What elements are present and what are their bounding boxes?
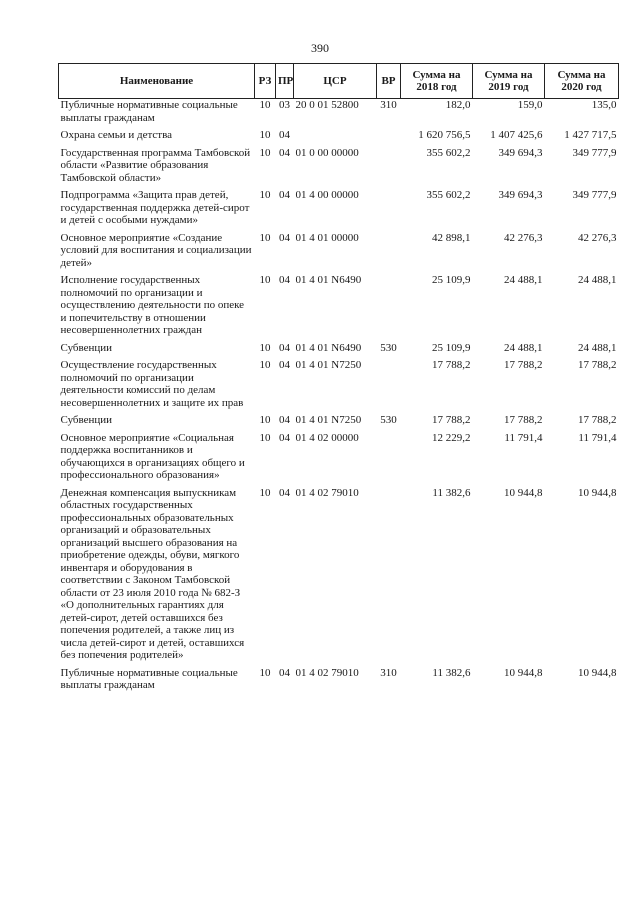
cell-rz: 10 (259, 341, 271, 354)
header-sum-2018: Сумма на 2018 год (401, 64, 473, 99)
cell-sum-2018: 11 382,6 (432, 666, 471, 679)
table-row (59, 432, 619, 487)
cell-sum-2019: 349 694,3 (498, 189, 543, 201)
cell-sum-2019: 10 944,8 (504, 666, 543, 679)
cell-sum-2018: 17 788,2 (432, 414, 471, 426)
cell-rz: 10 (259, 129, 271, 141)
cell-sum-2019: 10 944,8 (504, 486, 543, 499)
cell-sum-2018: 17 788,2 (432, 359, 471, 371)
cell-vr: 310 (380, 99, 397, 111)
cell-csr: 01 0 00 00000 (295, 146, 359, 159)
cell-sum-2019: 24 488,1 (504, 274, 543, 286)
cell-sum-2018: 25 109,9 (432, 341, 471, 354)
cell-sum-2020: 17 788,2 (578, 359, 617, 371)
cell-rz: 10 (259, 431, 271, 444)
cell-name: Охрана семьи и детства (60, 129, 173, 141)
cell-sum-2020: 10 944,8 (578, 666, 617, 679)
cell-sum-2020: 1 427 717,5 (564, 129, 617, 141)
budget-table (58, 63, 619, 697)
cell-name: Основное мероприятие «Создание условий для воспитания и социализации детей» (60, 231, 252, 269)
budget-table-container (58, 63, 618, 697)
cell-pr: 04 (279, 486, 290, 499)
cell-csr: 01 4 02 79010 (295, 666, 359, 679)
cell-pr: 04 (279, 414, 290, 426)
cell-csr: 01 4 02 79010 (295, 486, 359, 499)
cell-csr: 01 4 01 N6490 (295, 341, 362, 354)
header-pr: ПР (276, 64, 294, 99)
cell-sum-2020: 42 276,3 (578, 231, 617, 244)
table-row (59, 99, 619, 130)
cell-vr (377, 129, 401, 147)
cell-sum-2019: 1 407 425,6 (490, 129, 543, 141)
cell-rz: 10 (259, 231, 271, 244)
cell-name: Осуществление государственных полномочий по организации деятельности комиссий по делам несовершеннолетних и защите их прав (60, 359, 244, 409)
cell-rz: 10 (259, 274, 271, 286)
cell-pr: 04 (279, 189, 290, 201)
cell-vr (377, 189, 401, 232)
cell-sum-2018: 355 602,2 (426, 146, 471, 159)
cell-pr: 04 (279, 146, 290, 159)
cell-sum-2019: 17 788,2 (504, 359, 543, 371)
cell-pr: 04 (279, 129, 290, 141)
cell-sum-2018: 42 898,1 (432, 231, 471, 244)
cell-csr: 01 4 01 N6490 (295, 274, 362, 286)
header-name: Наименование (59, 64, 255, 99)
table-row (59, 147, 619, 190)
cell-vr: 530 (380, 414, 397, 426)
table-row (59, 129, 619, 147)
cell-sum-2018: 12 229,2 (432, 431, 471, 444)
cell-vr (377, 274, 401, 342)
header-sum-2020: Сумма на 2020 год (545, 64, 619, 99)
table-row (59, 359, 619, 414)
cell-vr (377, 487, 401, 667)
cell-sum-2018: 1 620 756,5 (418, 129, 471, 141)
cell-sum-2019: 17 788,2 (504, 414, 543, 426)
cell-csr: 20 0 01 52800 (295, 99, 359, 111)
cell-vr (377, 359, 401, 414)
cell-pr: 04 (279, 231, 290, 244)
cell-sum-2020: 10 944,8 (578, 486, 617, 499)
header-sum-2019: Сумма на 2019 год (473, 64, 545, 99)
cell-name: Исполнение государственных полномочий по организации и осуществлению деятельности по опеке и попечительству в отношении несовершеннолетних граждан (60, 274, 245, 336)
cell-rz: 10 (259, 146, 271, 159)
cell-sum-2019: 159,0 (517, 99, 543, 111)
table-row (59, 232, 619, 275)
table-header-row (59, 64, 619, 99)
cell-name: Публичные нормативные социальные выплаты гражданам (60, 666, 238, 691)
cell-rz: 10 (259, 414, 271, 426)
header-rz: РЗ (255, 64, 276, 99)
page-number: 390 (311, 41, 329, 55)
table-row (59, 274, 619, 342)
table-row (59, 189, 619, 232)
cell-pr: 04 (279, 359, 290, 371)
cell-rz: 10 (259, 189, 271, 201)
table-row (59, 667, 619, 697)
table-row (59, 414, 619, 432)
cell-pr: 03 (279, 99, 290, 111)
cell-rz: 10 (259, 666, 271, 679)
cell-vr (377, 432, 401, 487)
cell-name: Публичные нормативные социальные выплаты гражданам (60, 99, 238, 124)
cell-pr: 04 (279, 431, 290, 444)
header-csr: ЦСР (294, 64, 377, 99)
table-row (59, 342, 619, 360)
header-vr: ВР (377, 64, 401, 99)
cell-sum-2019: 24 488,1 (504, 341, 543, 354)
cell-sum-2020: 17 788,2 (578, 414, 617, 426)
cell-sum-2020: 24 488,1 (578, 341, 617, 354)
cell-sum-2019: 349 694,3 (498, 146, 543, 159)
cell-name: Субвенции (60, 341, 113, 354)
cell-pr: 04 (279, 666, 290, 679)
cell-sum-2019: 11 791,4 (504, 431, 543, 444)
cell-rz: 10 (259, 359, 271, 371)
cell-name: Денежная компенсация выпускникам областных государственных профессиональных образовательных организаций и образовательных организаций высшего образования на приобретение одежды, обуви, мягкого инвентаря и оборудования в соответствии с Законом Тамбовской области от 23 июля 2010 года № 682-З «О дополнительных гарантиях для детей-сирот, детей оставшихся без попечения родителей, а также лиц из числа детей-сирот и детей, оставшихся без попечения родителей» (60, 486, 245, 661)
cell-name: Субвенции (60, 414, 113, 426)
cell-sum-2020: 135,0 (591, 99, 617, 111)
cell-sum-2018: 11 382,6 (432, 486, 471, 499)
cell-vr: 530 (380, 341, 397, 354)
cell-vr (377, 232, 401, 275)
cell-name: Подпрограмма «Защита прав детей, государственная поддержка детей-сирот и детей с особыми нуждами» (60, 189, 250, 226)
cell-csr: 01 4 01 N7250 (295, 414, 362, 426)
cell-csr: 01 4 01 N7250 (295, 359, 362, 371)
cell-sum-2018: 25 109,9 (432, 274, 471, 286)
cell-vr (377, 147, 401, 190)
cell-csr: 01 4 01 00000 (295, 231, 359, 244)
cell-csr: 01 4 00 00000 (295, 189, 359, 201)
cell-name: Основное мероприятие «Социальная поддержка воспитанников и обучающихся в организациях общего и профессионального образования» (60, 431, 245, 481)
cell-sum-2020: 24 488,1 (578, 274, 617, 286)
cell-pr: 04 (279, 274, 290, 286)
cell-vr: 310 (380, 666, 397, 679)
cell-name: Государственная программа Тамбовской области «Развитие образования Тамбовской области» (60, 146, 251, 184)
cell-pr: 04 (279, 341, 290, 354)
table-row (59, 487, 619, 667)
cell-rz: 10 (259, 99, 271, 111)
cell-csr (294, 129, 377, 147)
table-body (59, 99, 619, 697)
cell-sum-2019: 42 276,3 (504, 231, 543, 244)
cell-rz: 10 (259, 486, 271, 499)
cell-csr: 01 4 02 00000 (295, 431, 359, 444)
cell-sum-2020: 349 777,9 (572, 189, 617, 201)
cell-sum-2020: 349 777,9 (572, 146, 617, 159)
cell-sum-2018: 182,0 (445, 99, 471, 111)
cell-sum-2018: 355 602,2 (426, 189, 471, 201)
cell-sum-2020: 11 791,4 (578, 431, 617, 444)
